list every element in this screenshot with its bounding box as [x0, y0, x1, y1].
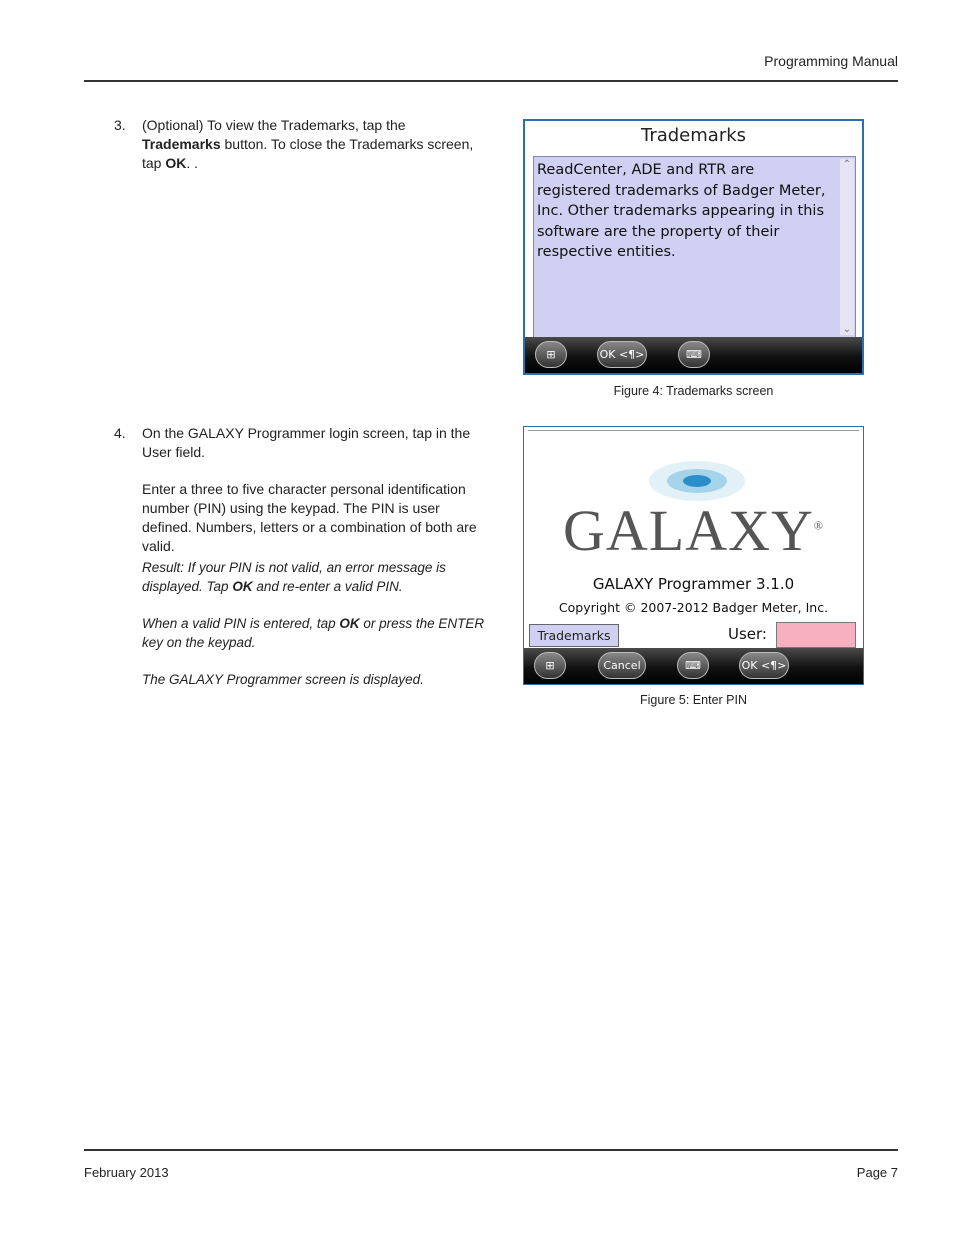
cancel-button[interactable]: Cancel	[598, 652, 646, 679]
step-4-text	[142, 424, 487, 689]
user-label: User:	[728, 625, 767, 643]
scrollbar[interactable]	[840, 159, 854, 335]
ok-button[interactable]: OK <¶>	[597, 341, 647, 368]
galaxy-logo-text: GALAXY	[563, 498, 814, 563]
footer-date: February 2013	[84, 1165, 169, 1180]
windows-start-button[interactable]	[534, 652, 566, 679]
header-rule	[84, 80, 898, 82]
step-4-final: The GALAXY Programmer screen is displayed.	[142, 672, 424, 687]
keyboard-icon: ⌨	[686, 348, 702, 361]
step-3-bold-ok: OK	[165, 155, 187, 171]
trademarks-text: ReadCenter, ADE and RTR are registered trademarks of Badger Meter, Inc. Other trademarks appearing in this software are the property of their respective entities.	[537, 162, 826, 260]
windows-logo-icon: ⊞	[545, 659, 555, 672]
step-3-pre: (Optional) To view the Trademarks, tap the	[142, 117, 406, 133]
step-4-number: 4.	[114, 425, 126, 441]
footer-rule	[84, 1149, 898, 1151]
step-3-post: . .	[186, 155, 199, 171]
step-4-valid	[142, 614, 487, 652]
result-post: and re-enter a valid PIN.	[252, 579, 403, 594]
ok-button[interactable]: OK <¶>	[739, 652, 789, 679]
galaxy-logo	[524, 497, 863, 564]
valid-post: or press the ENTER key on the keypad.	[142, 616, 485, 650]
galaxy-logo-reg: ®	[813, 518, 824, 533]
trademarks-button[interactable]: Trademarks	[529, 624, 619, 647]
windows-logo-icon: ⊞	[546, 348, 556, 361]
windows-start-button[interactable]	[535, 341, 567, 368]
enter-pin-screenshot	[523, 426, 864, 685]
valid-bold-ok: OK	[339, 616, 360, 631]
trademarks-text-box	[533, 156, 856, 338]
result-pre: Result: If your PIN is not valid, an error message is displayed. Tap	[142, 560, 446, 594]
result-bold-ok: OK	[232, 579, 253, 594]
step-4-line1: On the GALAXY Programmer login screen, tap in the User field.	[142, 425, 471, 460]
copyright: Copyright © 2007-2012 Badger Meter, Inc.	[558, 600, 829, 615]
figure-5-caption: Figure 5: Enter PIN	[640, 693, 747, 707]
step-4-para2: Enter a three to five character personal identification number (PIN) using the keypad. The PIN is user defined. Numbers, letters or a combination of both are valid.	[142, 481, 477, 554]
trademarks-screenshot	[523, 119, 864, 375]
header-title: Programming Manual	[764, 53, 898, 69]
top-border	[528, 430, 859, 431]
app-name: GALAXY Programmer 3.1.0	[592, 575, 795, 593]
step-4-result	[142, 558, 487, 596]
step-3-number: 3.	[114, 117, 126, 133]
footer-page: Page 7	[856, 1165, 898, 1180]
user-pin-input[interactable]	[776, 622, 856, 648]
taskbar	[524, 648, 863, 684]
keyboard-button[interactable]	[678, 341, 710, 368]
keyboard-button[interactable]	[677, 652, 709, 679]
taskbar	[525, 337, 862, 373]
trademarks-title: Trademarks	[640, 125, 747, 146]
scroll-down-icon[interactable]: ⌄	[842, 324, 852, 335]
keyboard-icon: ⌨	[685, 659, 701, 672]
scroll-up-icon[interactable]: ⌃	[842, 159, 852, 170]
figure-4-caption: Figure 4: Trademarks screen	[613, 384, 774, 398]
step-3-text	[142, 116, 487, 173]
step-3-bold-trademarks: Trademarks	[142, 136, 221, 152]
valid-pre: When a valid PIN is entered, tap	[142, 616, 340, 631]
step-3-mid: button. To close the Trademarks screen, tap	[142, 136, 474, 171]
